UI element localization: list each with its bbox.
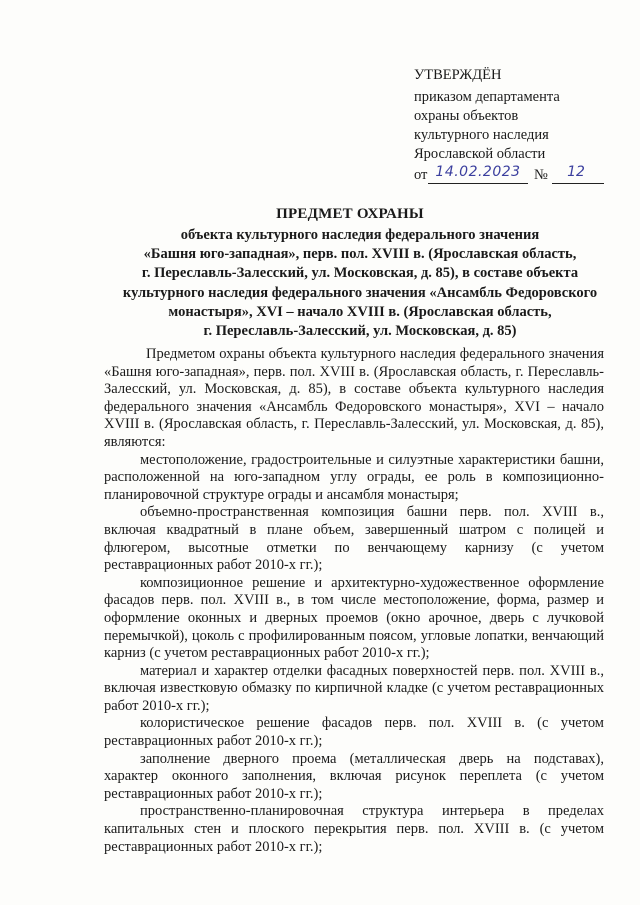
handwritten-date: 14.02.2023 (435, 164, 521, 180)
approval-heading: УТВЕРЖДЁН (414, 67, 502, 83)
subtitle-line: культурного наследия федерального значения «Ансамбль Федоровского (122, 284, 598, 301)
intro-paragraph: Предметом охраны объекта культурного наследия федерального значения «Башня юго-западная», перв. пол. XVIII в. (Ярославская область, г. Переславль-Залесский, ул. Московская, д. 85), в составе объекта культурного наследия федерального значения «Ансамбль Федоровского монастыря», XVI – начало XVIII в. (Ярославская область, г. Переславль-Залесский, ул. Московская, д. 85), являются: (104, 346, 604, 450)
protection-item: материал и характер отделки фасадных поверхностей перв. пол. XVIII в., включая известковую обмазку по кирпичной кладке (с учетом реставрационных работ 2010-х гг.); (104, 662, 604, 714)
approval-block (414, 66, 614, 186)
subtitle-line: «Башня юго-западная», перв. пол. XVIII в. (Ярославская область, (143, 246, 577, 263)
document-body (104, 346, 604, 856)
number-underline (552, 183, 604, 184)
protection-item: колористическое решение фасадов перв. пол. XVIII в. (с учетом реставрационных работ 2010-х гг.); (104, 715, 604, 750)
approval-line: приказом департамента (414, 89, 560, 105)
approval-line: Ярославской области (414, 146, 546, 162)
subtitle-line: монастыря», XVI – начало XVIII в. (Ярославская область, (168, 303, 552, 320)
subtitle-line: г. Переславль-Залесский, ул. Московская, д. 85) (203, 323, 517, 340)
protection-item: местоположение, градостроительные и силуэтные характеристики башни, расположенной на юго-западном углу ограды, ее роль в композиционно-планировочной структуре ограды и ансамбля монастыря; (104, 451, 604, 503)
approval-line: охраны объектов (414, 108, 519, 124)
document-subtitle (90, 226, 630, 341)
date-prefix: от (414, 167, 428, 183)
subtitle-line: г. Переславль-Залесский, ул. Московская, д. 85), в составе объекта (141, 265, 579, 282)
date-underline (428, 183, 528, 184)
protection-item: заполнение дверного проема (металлическая дверь на подставах), характер оконного заполнения, включая рисунок переплета (с учетом реставрационных работ 2010-х гг.); (104, 750, 604, 802)
subtitle-line: объекта культурного наследия федерального значения (180, 227, 540, 243)
protection-item: композиционное решение и архитектурно-художественное оформление фасадов перв. пол. XVIII в., в том числе местоположение, форма, размер и оформление оконных и дверных проемов (окно арочное, дверь с лучковой перемычкой), цоколь с профилированным поясом, угловые лопатки, венчающий карниз (с учетом реставрационных работ 2010-х гг.); (104, 574, 604, 662)
number-prefix: № (534, 167, 548, 183)
protection-item: объемно-пространственная композиция башни перв. пол. XVIII в., включая квадратный в плане объем, завершенный шатром с полицей и флюгером, высотные отметки по венчающему карнизу (с учетом реставрационных работ 2010-х гг.); (104, 504, 604, 574)
document-title: ПРЕДМЕТ ОХРАНЫ (276, 206, 424, 222)
handwritten-number: 12 (567, 164, 585, 180)
protection-item: пространственно-планировочная структура интерьера в пределах капитальных стен и плоского перекрытия перв. пол. XVIII в. (с учетом реставрационных работ 2010-х гг.); (104, 803, 604, 855)
approval-line: культурного наследия (414, 127, 549, 143)
order-reference (414, 164, 614, 186)
